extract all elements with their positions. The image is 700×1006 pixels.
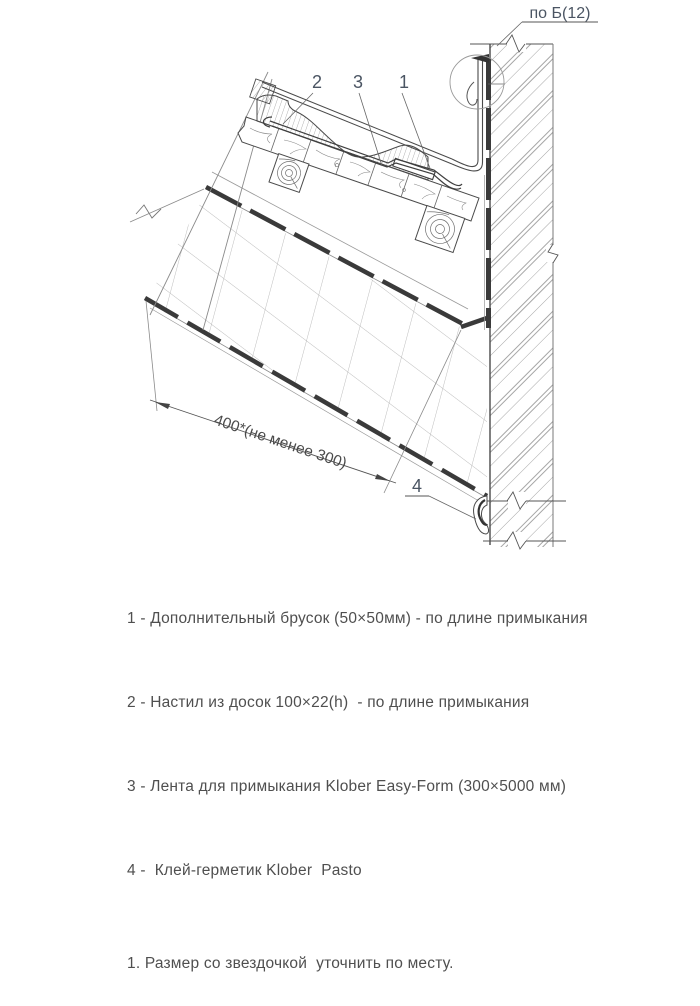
dimension-arrow-left	[155, 402, 170, 409]
break-symbol-top	[506, 35, 526, 52]
callout-3: 3	[352, 72, 364, 92]
wall-hatch	[490, 44, 553, 547]
extension-line-1	[146, 301, 157, 411]
callout-4: 4	[411, 476, 423, 496]
callout-2: 2	[311, 72, 323, 92]
legend-item-4: 4 - Клей-герметик Klober Pasto	[127, 862, 362, 879]
legend	[127, 549, 588, 1006]
flashing-hook	[467, 82, 477, 105]
dimension-arrow-right	[375, 474, 390, 481]
legend-item-3: 3 - Лента для примыкания Klober Easy-Form (300×5000 мм)	[127, 778, 567, 795]
dimension-label: 400*(не менее 300)	[211, 411, 349, 473]
callout-4-leader	[429, 496, 476, 519]
detail-reference-label: по Б(12)	[529, 5, 591, 22]
callout-1: 1	[398, 72, 410, 92]
sealant-blob	[474, 496, 489, 534]
legend-item-1: 1 - Дополнительный брусок (50×50мм) - по длине примыкания	[127, 610, 588, 627]
legend-item-2: 2 - Настил из досок 100×22(h) - по длине примыкания	[127, 694, 530, 711]
legend-note: 1. Размер со звездочкой уточнить по месту.	[127, 955, 454, 972]
break-symbol-right	[546, 244, 560, 263]
